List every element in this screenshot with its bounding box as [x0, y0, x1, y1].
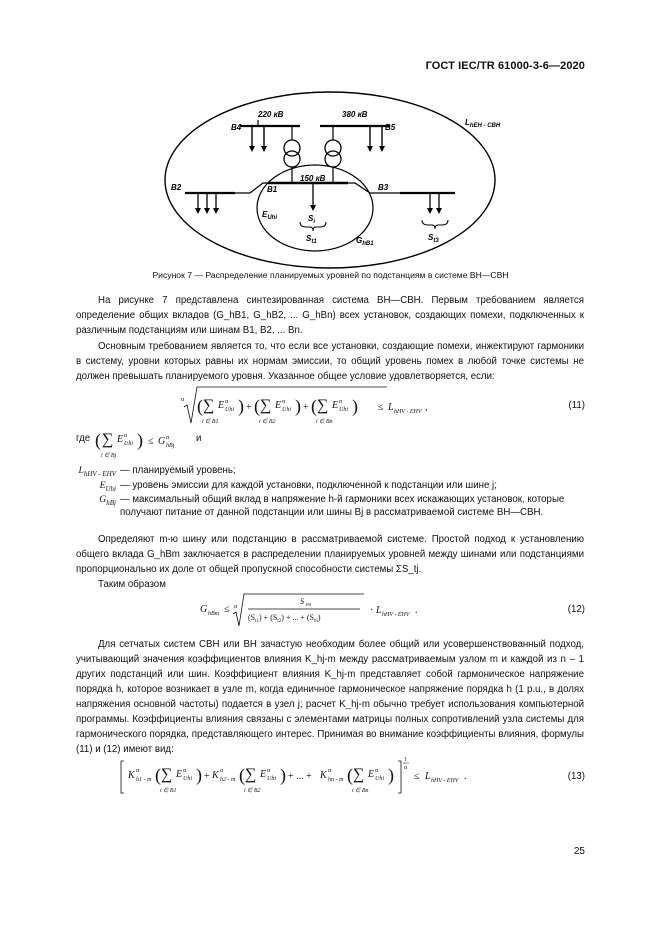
svg-text:S: S — [300, 597, 304, 606]
svg-text:G: G — [200, 604, 208, 615]
svg-text:α: α — [181, 397, 185, 403]
svg-text:K: K — [128, 770, 135, 781]
svg-text:α: α — [375, 768, 379, 774]
svg-text:α: α — [339, 399, 343, 405]
svg-text:α: α — [328, 768, 332, 774]
equation-12 — [200, 592, 440, 632]
svg-text:L: L — [388, 402, 394, 413]
svg-text:hHV - EHV: hHV - EHV — [431, 778, 459, 784]
svg-text:≤: ≤ — [148, 436, 154, 447]
svg-text:(: ( — [254, 396, 260, 416]
document-header: ГОСТ IEC/TR 61000-3-6—2020 — [425, 60, 585, 72]
svg-text:i ∈ Bn: i ∈ Bn — [316, 419, 333, 425]
svg-text:Uhi: Uhi — [282, 407, 291, 413]
svg-text:L: L — [425, 771, 431, 782]
svg-text:): ) — [295, 396, 301, 416]
definition-euhi: $E_{Uhi}$ — уровень эмиссии для каждой установки, подключенной к подстанции или шине j; — [99, 480, 497, 493]
svg-text:): ) — [238, 396, 244, 416]
svg-text:α: α — [225, 399, 229, 405]
equation-11-number: (11) — [568, 400, 585, 411]
equation-12-number: (12) — [567, 604, 585, 615]
svg-text:K: K — [212, 770, 219, 781]
svg-text:∑: ∑ — [161, 766, 173, 783]
label-euhi: $E_{Uhi}$ — [262, 210, 278, 221]
label-b5: B5 — [385, 123, 396, 132]
label-220kv: 220 кВ — [258, 110, 284, 119]
svg-text:): ) — [280, 765, 286, 785]
and-label: и — [196, 433, 202, 444]
svg-text:α: α — [166, 435, 170, 441]
svg-text:E: E — [368, 769, 375, 780]
svg-text:α: α — [404, 765, 408, 771]
svg-text:i ∈ B2: i ∈ B2 — [244, 788, 261, 794]
svg-text:+: + — [246, 402, 252, 413]
svg-text:K: K — [320, 770, 327, 781]
svg-text:(: ( — [347, 765, 353, 785]
page-number: 25 — [573, 846, 585, 857]
svg-text:(: ( — [239, 765, 245, 785]
svg-text:α: α — [220, 768, 224, 774]
svg-text:): ) — [388, 765, 394, 785]
svg-text:hHV - EHV: hHV - EHV — [382, 612, 410, 618]
svg-text:+: + — [204, 771, 210, 782]
svg-text:i ∈ B2: i ∈ B2 — [259, 419, 276, 425]
svg-text:(: ( — [95, 430, 101, 450]
svg-text:(: ( — [155, 765, 161, 785]
svg-text:+ ... +: + ... + — [288, 771, 312, 782]
svg-text:∑: ∑ — [353, 766, 365, 783]
svg-text:E: E — [332, 400, 339, 411]
svg-text:α: α — [234, 604, 238, 610]
svg-text:·: · — [370, 605, 374, 616]
svg-text:+: + — [303, 402, 309, 413]
svg-text:): ) — [137, 430, 143, 450]
svg-text:∑: ∑ — [260, 397, 272, 414]
definition-lhv: $L_{hHV - EHV}$ — планируемый уровень; — [78, 465, 236, 478]
svg-text:≤: ≤ — [414, 771, 420, 782]
svg-text:∑: ∑ — [317, 397, 329, 414]
svg-text:E: E — [218, 400, 225, 411]
svg-text:∑: ∑ — [203, 397, 215, 414]
svg-text:tm: tm — [306, 603, 311, 608]
svg-text:h2 - m: h2 - m — [220, 777, 236, 783]
label-b2: B2 — [171, 183, 182, 192]
where-label: где — [76, 433, 91, 444]
svg-text:E: E — [260, 769, 267, 780]
svg-text:α: α — [124, 433, 128, 439]
svg-text:(: ( — [197, 396, 203, 416]
figure-7-diagram — [0, 0, 661, 270]
equation-13-number: (13) — [567, 771, 585, 782]
label-ghb1: $G_{hB1}$ — [356, 236, 374, 247]
svg-text:∑: ∑ — [245, 766, 257, 783]
svg-text:Uhi: Uhi — [375, 776, 384, 782]
svg-text:hn - m: hn - m — [328, 777, 344, 783]
svg-text:): ) — [196, 765, 202, 785]
svg-text:.: . — [415, 605, 418, 616]
svg-text:i ∈ B1: i ∈ B1 — [160, 788, 177, 794]
svg-text:≤: ≤ — [224, 604, 230, 615]
ehv-system-ellipse — [165, 92, 495, 268]
svg-text:hBj: hBj — [166, 443, 175, 449]
svg-text:Uhi: Uhi — [183, 776, 192, 782]
paragraph-5: Для сетчатых систем СВН или ВН зачастую необходим более общий или усовершенствованный подход, учитывающий значения коэффициентов влияния K_hj-m между рассматриваемым узлом m и каждой из n – 1 других подстанций или шин. Коэффициент влияния K_hj-m представляет собой гармоническое напряжение порядка h, которое возникает в узле m, когда единичное гармоническое напряжение порядка h (1 p.u., в долях напряжения основной частоты) подается в узел j; расчет K_hj-m обычно требует использования компьютерной программы. Коэффициенты влияния связаны с элементами матрицы полных сопротивлений узла системы для гармонического порядка, представляющего интерес. Принимая во внимание коэффициенты влияния, формулы (11) и (12) имеют вид: — [76, 639, 584, 755]
svg-text:.: . — [464, 771, 467, 782]
svg-text:(: ( — [311, 396, 317, 416]
svg-text:α: α — [282, 399, 286, 405]
condition-gbj — [95, 424, 205, 464]
svg-text:): ) — [352, 396, 358, 416]
svg-text:(St1) + (St2) + ... + (Stn): $(S_{t1}) + (S_{t2})$ + ... + $(S_{tn})$ — [248, 613, 321, 624]
paragraph-1: На рисунке 7 представлена синтезированная система ВН—СВН. Первым требованием является определение общих вкладов (G_hB1, G_hB2, ... G_hBn) всех установок, создающих помехи, подключенных к различным подстанциям или шинам B1, B2, ... Bn. — [76, 295, 584, 336]
svg-text:hHV - EHV: hHV - EHV — [394, 409, 422, 415]
svg-text:G: G — [158, 436, 166, 447]
svg-text:α: α — [136, 768, 140, 774]
label-lhv: $L_{hEH - СВН}$ — [465, 118, 501, 129]
svg-text:Uhi: Uhi — [124, 441, 133, 447]
svg-text:Uhi: Uhi — [267, 776, 276, 782]
svg-text:L: L — [376, 605, 382, 616]
label-150kv: 150 кВ — [300, 174, 326, 183]
svg-text:Uhi: Uhi — [339, 407, 348, 413]
svg-text:1: 1 — [404, 757, 407, 763]
svg-text:i ∈ Bn: i ∈ Bn — [352, 788, 369, 794]
label-b1: B1 — [267, 185, 278, 194]
paragraph-3: Определяют m-ю шину или подстанцию в рассматриваемой системе. Простой подход к установлению общего вклада G_hBm заключается в распределении планируемых уровней между шинами или подстанциями пропорционально их доле от общей пропускной способности системы ΣS_tj. — [76, 534, 584, 575]
svg-text:h1 - m: h1 - m — [136, 777, 152, 783]
svg-text:Uhi: Uhi — [225, 407, 234, 413]
svg-text:≤: ≤ — [378, 402, 384, 413]
svg-text:∑: ∑ — [102, 431, 114, 448]
definition-ghbj: $G_{hBj}$ — максимальный общий вклад в напряжение h-й гармоники всех искажающих установок, которые получают питание от данной подстанции или шины Bj в рассматриваемой системе ВН—СВН. — [99, 494, 565, 518]
svg-text:,: , — [425, 402, 428, 413]
equation-13 — [118, 756, 538, 804]
svg-text:α: α — [183, 768, 187, 774]
svg-text:i ∈ Bj: i ∈ Bj — [101, 453, 117, 459]
svg-text:hBm: hBm — [208, 611, 219, 617]
paragraph-4: Таким образом — [98, 579, 166, 590]
svg-text:E: E — [117, 434, 124, 445]
label-b3: B3 — [378, 183, 389, 192]
equation-11 — [180, 385, 440, 430]
label-380kv: 380 кВ — [342, 110, 368, 119]
svg-text:E: E — [176, 769, 183, 780]
paragraph-2: Основным требованием является то, что если все установки, создающие помехи, инжектируют гармоники в систему, уровни которых равны их нормам эмиссии, то общий уровень помех в любой точке системы не должен превышать планируемого уровня. Указанное общее условие удовлетворяется, если: — [76, 341, 584, 382]
svg-text:E: E — [275, 400, 282, 411]
label-si: $S_i$ — [308, 214, 316, 225]
label-st3: $S_{t3}$ — [428, 233, 439, 244]
figure-caption: Рисунок 7 — Распределение планируемых уровней по подстанциям в системе ВН—СВН — [152, 270, 509, 280]
svg-text:i ∈ B1: i ∈ B1 — [202, 419, 219, 425]
label-st1: $S_{t1}$ — [306, 234, 317, 245]
svg-text:α: α — [267, 768, 271, 774]
label-b4: B4 — [231, 123, 242, 132]
